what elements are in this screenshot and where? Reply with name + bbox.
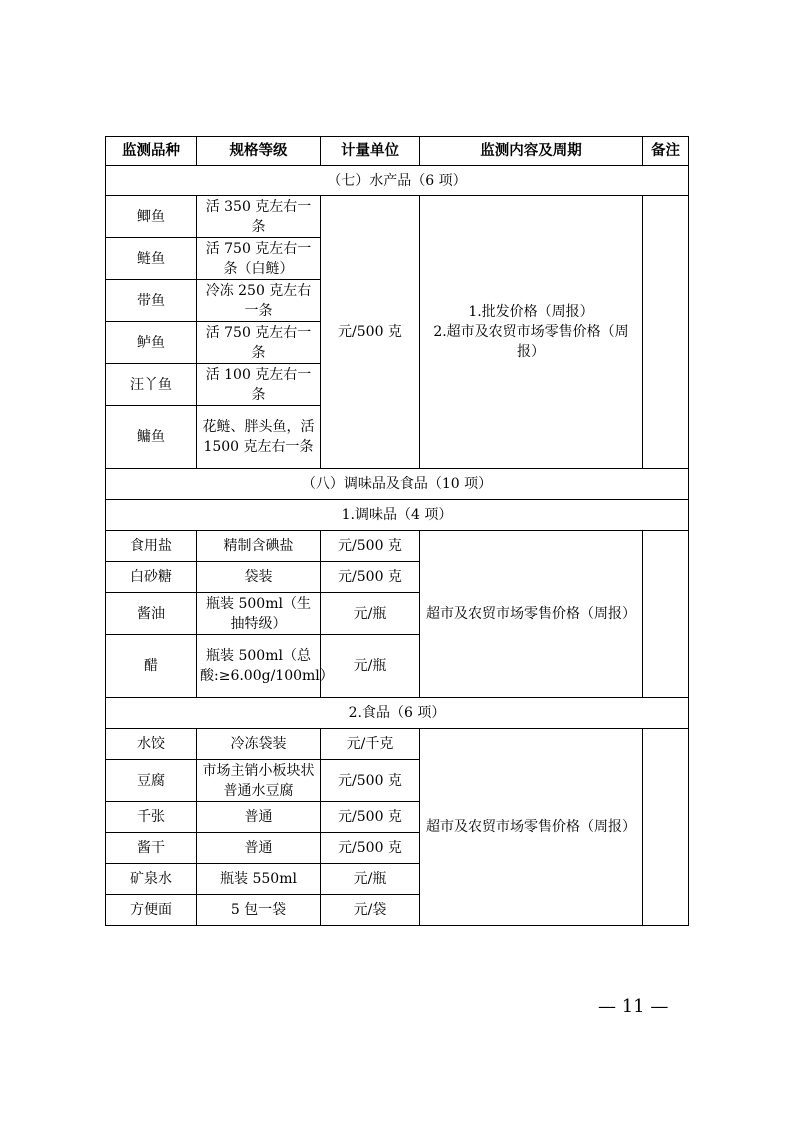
variety-cell: 千张 [106, 802, 197, 833]
variety-cell: 汪丫鱼 [106, 364, 197, 406]
spec-cell: 冷冻 250 克左右一条 [197, 280, 321, 322]
spec-cell: 精制含碘盐 [197, 531, 321, 562]
spec-cell: 活 750 克左右一条 [197, 322, 321, 364]
header-spec: 规格等级 [197, 137, 321, 166]
spec-cell: 普通 [197, 802, 321, 833]
unit-cell: 元/500 克 [321, 562, 420, 593]
page-number: — 11 — [598, 996, 669, 1017]
section-row [106, 469, 689, 500]
subsection-row [106, 698, 689, 729]
section-row [106, 166, 689, 196]
table-row [106, 729, 689, 760]
content-cell: 超市及农贸市场零售价格（周报） [420, 729, 643, 926]
spec-cell: 瓶装 550ml [197, 864, 321, 895]
unit-cell: 元/500 克 [321, 802, 420, 833]
spec-cell: 瓶装 500ml（生抽特级） [197, 593, 321, 635]
variety-cell: 矿泉水 [106, 864, 197, 895]
remarks-cell [643, 196, 689, 469]
unit-cell: 元/500 克 [321, 760, 420, 802]
header-unit: 计量单位 [321, 137, 420, 166]
unit-cell: 元/瓶 [321, 593, 420, 635]
section-title-aquatic: （七）水产品（6 项） [106, 166, 689, 196]
subsection-title-condiments: 1.调味品（4 项） [106, 500, 689, 531]
content-cell: 超市及农贸市场零售价格（周报） [420, 531, 643, 698]
table-row [106, 531, 689, 562]
spec-cell: 花鲢、胖头鱼，活 1500 克左右一条 [197, 406, 321, 469]
variety-cell: 酱油 [106, 593, 197, 635]
spec-cell: 活 350 克左右一条 [197, 196, 321, 238]
header-variety: 监测品种 [106, 137, 197, 166]
variety-cell: 白砂糖 [106, 562, 197, 593]
header-row [106, 137, 689, 166]
remarks-cell [643, 729, 689, 926]
variety-cell: 方便面 [106, 895, 197, 926]
unit-cell: 元/500 克 [321, 833, 420, 864]
variety-cell: 醋 [106, 635, 197, 698]
unit-cell: 元/500 克 [321, 531, 420, 562]
section-title-condiments: （八）调味品及食品（10 项） [106, 469, 689, 500]
unit-cell: 元/500 克 [321, 196, 420, 469]
unit-cell: 元/瓶 [321, 635, 420, 698]
variety-cell: 鲢鱼 [106, 238, 197, 280]
header-remarks: 备注 [643, 137, 689, 166]
price-monitoring-table [105, 136, 689, 926]
unit-cell: 元/千克 [321, 729, 420, 760]
subsection-row [106, 500, 689, 531]
spec-cell: 袋装 [197, 562, 321, 593]
spec-cell: 冷冻袋装 [197, 729, 321, 760]
spec-cell: 活 100 克左右一条 [197, 364, 321, 406]
variety-cell: 食用盐 [106, 531, 197, 562]
spec-cell: 普通 [197, 833, 321, 864]
unit-cell: 元/瓶 [321, 864, 420, 895]
header-content: 监测内容及周期 [420, 137, 643, 166]
variety-cell: 鲫鱼 [106, 196, 197, 238]
subsection-title-foods: 2.食品（6 项） [106, 698, 689, 729]
variety-cell: 水饺 [106, 729, 197, 760]
variety-cell: 酱干 [106, 833, 197, 864]
variety-cell: 鳙鱼 [106, 406, 197, 469]
variety-cell: 带鱼 [106, 280, 197, 322]
remarks-cell [643, 531, 689, 698]
spec-cell: 瓶装 500ml（总酸:≥6.00g/100ml） [197, 635, 321, 698]
variety-cell: 鲈鱼 [106, 322, 197, 364]
spec-cell: 5 包一袋 [197, 895, 321, 926]
spec-cell: 市场主销小板块状普通水豆腐 [197, 760, 321, 802]
spec-cell: 活 750 克左右一条（白鲢） [197, 238, 321, 280]
variety-cell: 豆腐 [106, 760, 197, 802]
table-row [106, 196, 689, 238]
content-cell: 1.批发价格（周报） 2.超市及农贸市场零售价格（周报） [420, 196, 643, 469]
unit-cell: 元/袋 [321, 895, 420, 926]
